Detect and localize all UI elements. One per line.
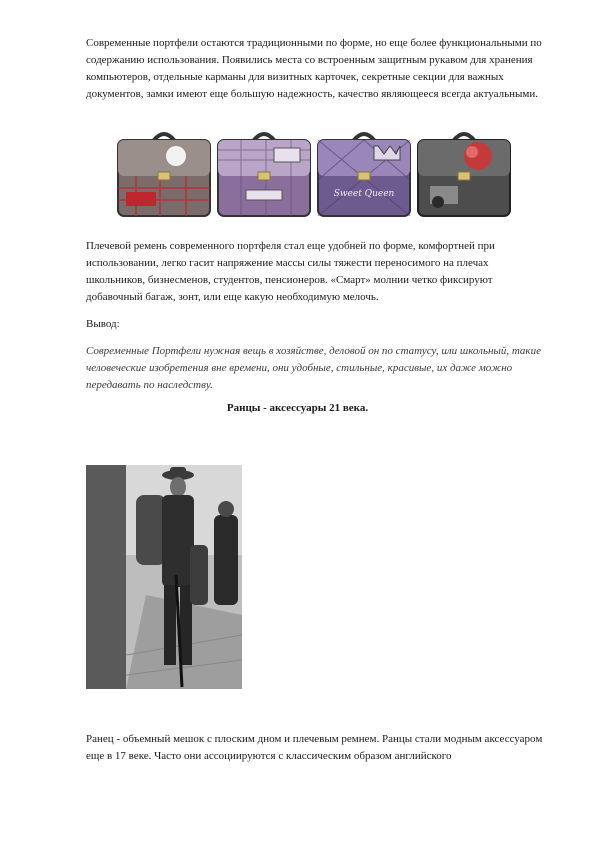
- section-heading: Ранцы - аксессуары 21 века.: [226, 402, 369, 414]
- briefcase-image-row: [116, 130, 516, 220]
- briefcase-image-3: [316, 130, 412, 220]
- briefcase-image-4: [416, 130, 512, 220]
- briefcase-caption: Sweet Queen: [333, 189, 395, 199]
- historic-soldier-photo: [86, 465, 242, 689]
- briefcase-image-1: [116, 130, 212, 220]
- strap-paragraph: Плечевой ремень современного портфеля стал еще удобней по форме, комфортней при использовании, легко гасит напряжение массы силы тяжести переносимого на плечах школьников, бизнесменов, студентов, пенсионеров. «Смарт» молнии четко фиксируют добавочный багаж, зонт, или еще какую необходимую мелочь.: [86, 240, 495, 303]
- conclusion-label: Вывод:: [86, 318, 120, 330]
- conclusion-text: Современные Портфели нужная вещь в хозяйстве, деловой он по статусу, или школьный, такие человеческие изобретения вне времени, они удобные, стильные, красивые, их даже можно передавать по наследству.: [86, 345, 541, 391]
- briefcase-image-2: [216, 130, 312, 220]
- backpack-paragraph: Ранец - объемный мешок с плоским дном и плечевым ремнем. Ранцы стали модным аксессуаром еще в 17 веке. Часто они ассоциируются с классическим образом английского: [86, 733, 543, 762]
- intro-paragraph: Современные портфели остаются традиционными по форме, но еще более функциональными по содержанию использования. Появились места со встроенным защитным рукавом для хранения компьютеров, отдельные карманы для визитных карточек, секретные секции для важных документов, замки имеют еще большую надежность, качество являющееся всегда актуальными.: [86, 37, 542, 100]
